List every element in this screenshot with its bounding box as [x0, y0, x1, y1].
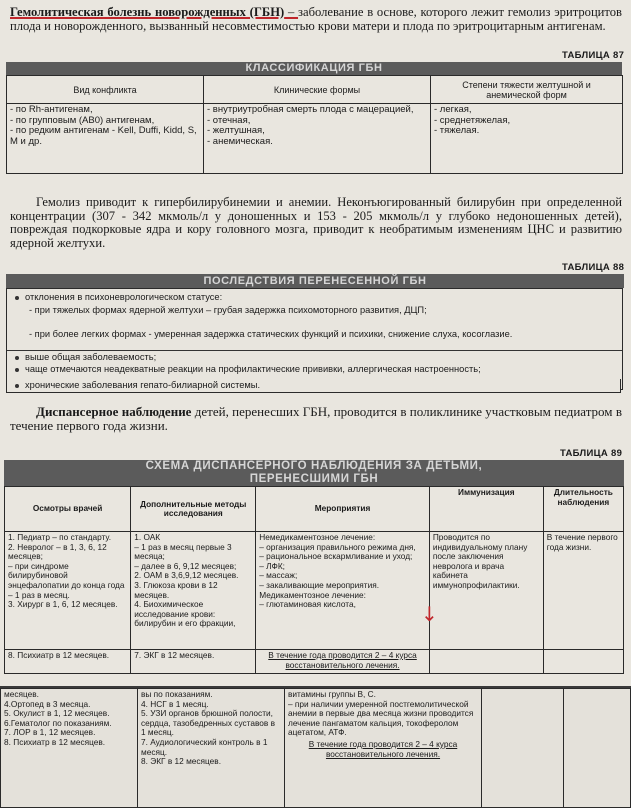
severity-cell [431, 104, 623, 174]
empty-cell [543, 650, 623, 674]
consequence-item [15, 364, 610, 375]
method-item: 4. Биохимическое исследование крови: билирубин и его фракции, [134, 599, 236, 629]
conflict-item: - по редким антигенам - Kell, Duffi, Kidd, S, M и др. [10, 125, 197, 147]
divider [7, 350, 622, 351]
cont-measures-cell [285, 689, 482, 808]
header-conflict: Вид конфликта [7, 76, 204, 104]
conflict-cell [7, 104, 204, 174]
measure-item: – организация правильного режима дня, [259, 541, 416, 552]
consequence-text: хронические заболевания гепато-билиарной системы. [25, 380, 261, 390]
doctor-item: – при синдроме билирубиновой энцефалопатии до конца года – 1 раз в месяц. [8, 560, 125, 600]
banner-line: ПЕРЕНЕСШИМИ ГБН [249, 472, 379, 485]
table88-banner: ПОСЛЕДСТВИЯ ПЕРЕНЕСЕННОЙ ГБН [6, 274, 624, 288]
header-severity: Степени тяжести желтушной и анемической форм [431, 76, 623, 104]
bullet-icon [15, 296, 19, 300]
hemolysis-paragraph: Гемолиз приводит к гипербилирубинемии и анемии. Неконъюгированный билирубин при определенной концентрации (307 - 342 мкмоль/л у доношенных и 153 - 205 мкмоль/л у глубоко недоношенных детей), повреждая подкорковые ядра и кору головного мозга, приводит к необратимым изменениям ЦНС и развитию ядерной желтухи. [10, 195, 622, 250]
bullet-icon [15, 384, 19, 388]
psychiatrist-cell: 8. Психиатр в 12 месяцев. [5, 650, 131, 674]
bullet-icon [15, 368, 19, 372]
measure-item: – рациональное вскармливание и уход; [259, 551, 413, 562]
table89-label: ТАБЛИЦА 89 [560, 448, 623, 459]
header-measures: Мероприятия [256, 487, 430, 532]
dispensary-term: Диспансерное наблюдение [36, 404, 192, 419]
intro-dash: – [284, 5, 299, 19]
cont-method-item: вы по показаниям. [141, 689, 213, 699]
cont-doctor-item: 6.Гематолог по показаниям. [4, 717, 112, 728]
measure-item: Немедикаментозное лечение: [259, 532, 376, 542]
consequence-item-last [6, 379, 621, 393]
severity-item: - легкая, [434, 104, 472, 115]
conflict-item: - по групповым (АВ0) антигенам, [10, 114, 155, 126]
measure-item: – массаж; [259, 570, 298, 581]
method-item: 1. ОАК [134, 532, 161, 542]
classification-table [6, 75, 623, 174]
measure-item: – глютаминовая кислота, [259, 599, 356, 610]
consequence-item [15, 292, 222, 303]
rehab-cell: В течение года проводится 2 – 4 курса восстановительного лечения. [256, 650, 430, 674]
doctor-item: 2. Невролог – в 1, 3, 6, 12 месяцев; [8, 541, 107, 562]
cont-doctor-item: 5. Окулист в 1, 12 месяцев. [4, 708, 110, 719]
intro-text: заболевание в основе, которого лежит гемолиз эритроцитов плода и новорожденного, вызванный несовместимостью крови матери и плода по эритроцитарным антигенам. [10, 5, 622, 33]
cont-doctor-item: месяцев. [4, 689, 39, 699]
table87-banner: КЛАССИФИКАЦИЯ ГБН [6, 62, 622, 75]
continuation-page [0, 688, 631, 808]
method-item: – далее в 6, 9,12 месяцев; [134, 560, 237, 571]
dispensary-paragraph [10, 405, 622, 433]
empty-cell [429, 650, 543, 674]
header-duration: Длительность наблюдения [543, 487, 623, 532]
red-arrow-icon: ↓ [421, 602, 438, 626]
forms-cell [204, 104, 431, 174]
method-item: – 1 раз в месяц первые 3 месяца; [134, 541, 232, 562]
severity-item: - тяжелая. [434, 125, 480, 136]
immunization-cell: Проводится по индивидуальному плану после заключения невролога и врача кабинета иммунопрофилактики. [429, 532, 543, 650]
dispensary-table [4, 486, 624, 674]
table87-label: ТАБЛИЦА 87 [562, 50, 625, 61]
consequences-box [6, 288, 623, 390]
conflict-item: - по Rh-антигенам, [10, 104, 93, 115]
cont-doctor-item: 8. Психиатр в 12 месяцев. [4, 736, 106, 747]
header-immunization: Иммунизация [429, 487, 543, 532]
consequence-text: выше общая заболеваемость; [25, 352, 157, 362]
duration-cell: В течение первого года жизни. [543, 532, 623, 650]
cont-method-item: 5. УЗИ органов брюшной полости, сердца, тазобедренных суставов в 1 месяц. [141, 708, 276, 738]
consequence-subitem: - при более легких формах - умеренная задержка статических функций и психики, снижение слуха, косоглазие. [29, 329, 513, 339]
consequence-text: отклонения в психоневрологическом статусе: [25, 292, 223, 302]
measures-cell [256, 532, 430, 650]
cont-rehab-item: В течение года проводится 2 – 4 курса восстановительного лечения. [308, 738, 458, 759]
bullet-icon [15, 356, 19, 360]
cont-method-item: 7. Аудиологический контроль в 1 месяц. [141, 736, 268, 757]
banner-line: СХЕМА ДИСПАНСЕРНОГО НАБЛЮДЕНИЯ ЗА ДЕТЬМИ, [145, 460, 483, 472]
measure-item: Медикаментозное лечение: [259, 589, 366, 600]
consequence-text: чаще отмечаются неадекватные реакции на профилактические прививки, аллергическая настроенность; [25, 364, 481, 374]
form-item: - внутриутробная смерть плода с мацерацией, [207, 104, 414, 115]
cont-empty-cell [564, 689, 631, 808]
doctor-item: 3. Хирург в 1, 6, 12 месяцев. [8, 599, 118, 610]
cont-method-item: 8. ЭКГ в 12 месяцев. [141, 756, 222, 767]
header-methods: Дополнительные методы исследования [131, 487, 256, 532]
form-item: - желтушная, [207, 125, 265, 136]
severity-item: - среднетяжелая, [434, 114, 511, 126]
header-doctors: Осмотры врачей [5, 487, 131, 532]
methods-cell [131, 532, 256, 650]
cont-doctor-item: 7. ЛОР в 1, 12 месяцев. [4, 727, 96, 738]
method-item: 2. ОАМ в 3,6,9,12 месяцев. [134, 570, 239, 581]
measure-item: – ЛФК; [259, 560, 285, 571]
cont-empty-cell [482, 689, 564, 808]
cont-method-item: 4. НСГ в 1 месяц. [141, 698, 209, 709]
table88-label: ТАБЛИЦА 88 [562, 262, 625, 273]
cont-doctors-cell [1, 689, 138, 808]
cont-methods-cell [138, 689, 285, 808]
consequence-subitem: - при тяжелых формах ядерной желтухи – грубая задержка психомоторного развития, ДЦП; [29, 305, 427, 315]
cont-measure-item: витамины группы В, С. [288, 689, 376, 699]
intro-paragraph [10, 6, 622, 33]
doctor-item: 1. Педиатр – по стандарту. [8, 532, 112, 542]
doctors-cell [5, 532, 131, 650]
measure-item: – закаливающие мероприятия. [259, 579, 380, 590]
continuation-table [0, 688, 631, 808]
cont-doctor-item: 4.Ортопед в 3 месяца. [4, 698, 91, 709]
method-item: 3. Глюкоза крови в 12 месяцев. [134, 579, 218, 600]
dispensary-text: детей, перенесших ГБН, проводится в поликлинике участковым педиатром в течение первого года жизни. [10, 404, 622, 433]
form-item: - анемическая. [207, 135, 273, 147]
table89-banner [4, 460, 624, 486]
header-forms: Клинические формы [204, 76, 431, 104]
form-item: - отечная, [207, 114, 251, 126]
ecg-cell: 7. ЭКГ в 12 месяцев. [131, 650, 256, 674]
cont-measure-item: – при наличии умеренной постгемолитической анемии в первые два месяца жизни проводится лечение пангаматом кальция, токоферолом ацетатом, АТФ. [288, 698, 474, 738]
term-gbn: Гемолитическая болезнь новорожденных (ГБН) [10, 5, 285, 19]
consequence-item [15, 352, 156, 363]
